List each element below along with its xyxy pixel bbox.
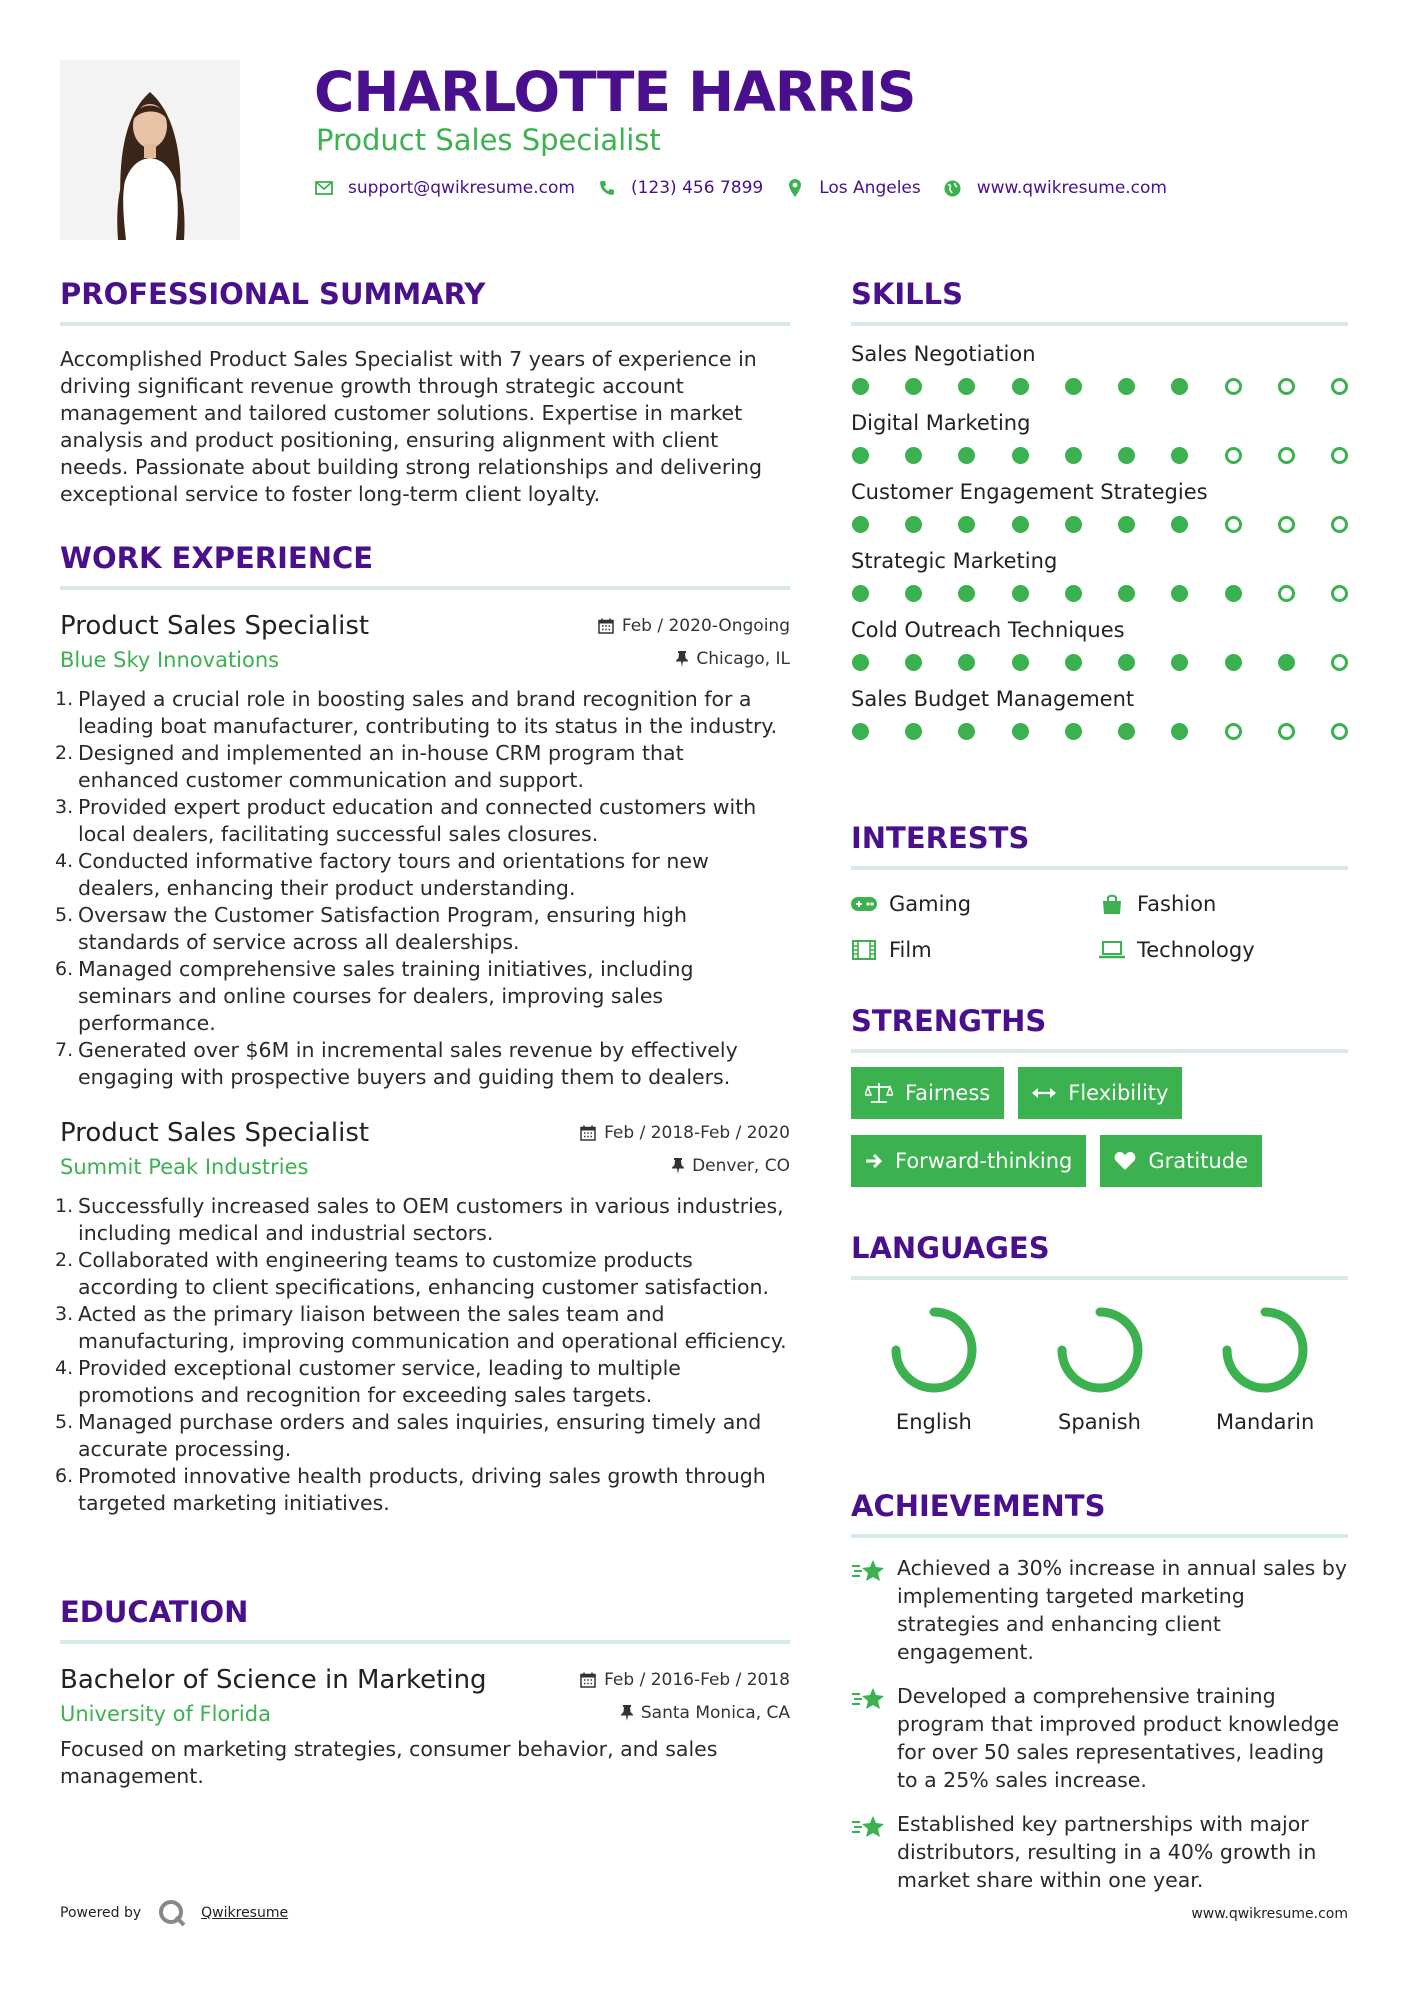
footer-powered-by: Powered by Qwikresume bbox=[60, 1898, 288, 1928]
strengths-section bbox=[851, 1003, 1348, 1187]
job-date: Feb / 2018-Feb / 2020 bbox=[580, 1123, 790, 1143]
rating-dot-filled bbox=[1118, 447, 1135, 464]
section-divider bbox=[851, 1049, 1348, 1053]
rating-dot-empty bbox=[1278, 585, 1295, 602]
language-level-arc bbox=[896, 1312, 972, 1388]
degree: Bachelor of Science in Marketing bbox=[60, 1665, 487, 1695]
rating-dot-empty bbox=[1331, 516, 1348, 533]
section-divider bbox=[851, 866, 1348, 870]
achievement-item: Established key partnerships with major distributors, resulting in a 40% growth in market share within one year. bbox=[851, 1810, 1348, 1894]
list-item: 2. Designed and implemented an in-house CRM program that enhanced customer communication and support. bbox=[55, 741, 684, 792]
language-level-ring bbox=[1219, 1304, 1311, 1396]
rating-dot-filled bbox=[1118, 723, 1135, 740]
rating-dot-filled bbox=[905, 585, 922, 602]
rating-dot-filled bbox=[1012, 585, 1029, 602]
contact-location bbox=[785, 178, 921, 198]
job-bullets bbox=[55, 686, 790, 1091]
rating-dot-filled bbox=[1065, 378, 1082, 395]
job-company: Summit Peak Industries bbox=[60, 1155, 309, 1179]
language-name: English bbox=[895, 1410, 972, 1434]
rating-dot-filled bbox=[852, 447, 869, 464]
map-pin-icon bbox=[785, 178, 805, 198]
rating-dot-empty bbox=[1225, 378, 1242, 395]
skill-rating bbox=[851, 723, 1348, 740]
calendar-icon bbox=[580, 1125, 596, 1141]
footer-url[interactable]: www.qwikresume.com bbox=[1191, 1906, 1348, 1922]
skill-item bbox=[851, 478, 1348, 533]
skill-item bbox=[851, 685, 1348, 740]
interest-fashion: Fashion bbox=[1099, 892, 1347, 916]
phone-icon bbox=[597, 178, 617, 198]
skill-item bbox=[851, 616, 1348, 671]
shooting-star-icon bbox=[851, 1682, 885, 1794]
list-item: 6. Promoted innovative health products, driving sales growth through targeted marketing initiatives. bbox=[55, 1464, 766, 1515]
list-item: 4. Conducted informative factory tours and orientations for new dealers, enhancing their product understanding. bbox=[55, 849, 709, 900]
rating-dot-empty bbox=[1278, 378, 1295, 395]
job-role: Product Sales Specialist bbox=[60, 611, 370, 641]
strength-badge: Flexibility bbox=[1018, 1067, 1182, 1119]
language-name: Mandarin bbox=[1216, 1410, 1315, 1434]
skill-item bbox=[851, 547, 1348, 602]
skill-name: Cold Outreach Techniques bbox=[851, 618, 1125, 642]
contact-email-text: support@qwikresume.com bbox=[348, 178, 575, 198]
section-divider bbox=[60, 586, 790, 590]
rating-dot-filled bbox=[905, 723, 922, 740]
interest-film: Film bbox=[851, 938, 1099, 962]
rating-dot-filled bbox=[1118, 516, 1135, 533]
education-section bbox=[60, 1594, 790, 1790]
achievement-item: Achieved a 30% increase in annual sales by implementing targeted marketing strategies and enhancing client engagement. bbox=[851, 1554, 1348, 1666]
skill-rating bbox=[851, 516, 1348, 533]
rating-dot-filled bbox=[958, 654, 975, 671]
language-name: Spanish bbox=[1058, 1410, 1141, 1434]
rating-dot-empty bbox=[1225, 723, 1242, 740]
rating-dot-filled bbox=[1171, 447, 1188, 464]
contact-phone[interactable] bbox=[597, 178, 763, 198]
rating-dot-filled bbox=[905, 378, 922, 395]
rating-dot-filled bbox=[1065, 447, 1082, 464]
section-divider bbox=[851, 1276, 1348, 1280]
rating-dot-filled bbox=[958, 585, 975, 602]
skill-name: Sales Negotiation bbox=[851, 342, 1036, 366]
rating-dot-filled bbox=[1012, 723, 1029, 740]
interest-technology: Technology bbox=[1099, 938, 1347, 962]
job-entry bbox=[55, 610, 790, 1091]
qwikresume-link[interactable]: Qwikresume bbox=[201, 1905, 289, 1921]
skill-rating bbox=[851, 378, 1348, 395]
education-location: Santa Monica, CA bbox=[621, 1703, 790, 1723]
achievement-item: Developed a comprehensive training program that improved product knowledge for over 50 sales representatives, leading to a 25% sales increase. bbox=[851, 1682, 1348, 1794]
shooting-star-icon bbox=[851, 1554, 885, 1666]
list-item: 7. Generated over $6M in incremental sales revenue by effectively engaging with prospective buyers and guiding them to dealers. bbox=[55, 1038, 738, 1089]
job-company: Blue Sky Innovations bbox=[60, 648, 280, 672]
rating-dot-filled bbox=[1171, 723, 1188, 740]
rating-dot-filled bbox=[1225, 585, 1242, 602]
calendar-icon bbox=[580, 1672, 596, 1688]
school: University of Florida bbox=[60, 1702, 271, 1726]
gamepad-icon bbox=[851, 893, 877, 915]
rating-dot-filled bbox=[1012, 447, 1029, 464]
rating-dot-filled bbox=[958, 447, 975, 464]
laptop-icon bbox=[1099, 939, 1125, 961]
education-heading: EDUCATION bbox=[60, 1595, 249, 1629]
list-item: 3. Acted as the primary liaison between the sales team and manufacturing, improving communication and operational efficiency. bbox=[55, 1302, 787, 1353]
rating-dot-empty bbox=[1331, 723, 1348, 740]
strength-badge: Forward-thinking bbox=[851, 1135, 1086, 1187]
candidate-name: CHARLOTTE HARRIS bbox=[314, 60, 916, 124]
rating-dot-empty bbox=[1331, 654, 1348, 671]
rating-dot-empty bbox=[1278, 447, 1295, 464]
skill-rating bbox=[851, 654, 1348, 671]
rating-dot-filled bbox=[958, 378, 975, 395]
section-divider bbox=[851, 322, 1348, 326]
language-level-ring bbox=[888, 1304, 980, 1396]
rating-dot-empty bbox=[1225, 516, 1242, 533]
strength-badge: Fairness bbox=[851, 1067, 1004, 1119]
achievements-section bbox=[851, 1488, 1348, 1894]
list-item: 5. Oversaw the Customer Satisfaction Program, ensuring high standards of service across all dealerships. bbox=[55, 903, 688, 954]
job-bullets bbox=[55, 1193, 790, 1517]
skills-list bbox=[851, 340, 1348, 740]
languages-list bbox=[851, 1304, 1348, 1434]
rating-dot-filled bbox=[1065, 585, 1082, 602]
summary-section bbox=[60, 276, 790, 508]
language-level-ring bbox=[1054, 1304, 1146, 1396]
list-item: 6. Managed comprehensive sales training initiatives, including seminars and online courses for dealers, improving sales performance. bbox=[55, 957, 694, 1035]
rating-dot-filled bbox=[905, 516, 922, 533]
rating-dot-filled bbox=[1225, 654, 1242, 671]
skills-section bbox=[851, 276, 1348, 740]
job-entry bbox=[55, 1117, 790, 1517]
interests-heading: INTERESTS bbox=[851, 821, 1030, 855]
job-date: Feb / 2020-Ongoing bbox=[598, 616, 790, 636]
rating-dot-empty bbox=[1331, 378, 1348, 395]
pushpin-icon bbox=[676, 651, 688, 667]
rating-dot-filled bbox=[852, 585, 869, 602]
summary-heading: PROFESSIONAL SUMMARY bbox=[60, 277, 486, 311]
rating-dot-filled bbox=[852, 378, 869, 395]
contact-website[interactable] bbox=[943, 178, 1167, 198]
experience-heading: WORK EXPERIENCE bbox=[60, 541, 374, 575]
contact-bar bbox=[314, 178, 1189, 198]
language-item bbox=[851, 1304, 1017, 1434]
qwikresume-logo-icon bbox=[157, 1898, 187, 1928]
globe-icon bbox=[943, 178, 963, 198]
experience-section bbox=[55, 540, 790, 1517]
skill-item bbox=[851, 340, 1348, 395]
rating-dot-filled bbox=[1012, 378, 1029, 395]
skill-item bbox=[851, 409, 1348, 464]
rating-dot-empty bbox=[1331, 447, 1348, 464]
arrows-horizontal-icon bbox=[1032, 1087, 1056, 1099]
rating-dot-filled bbox=[1065, 516, 1082, 533]
shooting-star-icon bbox=[851, 1810, 885, 1894]
rating-dot-empty bbox=[1278, 723, 1295, 740]
rating-dot-filled bbox=[1171, 654, 1188, 671]
profile-photo bbox=[60, 60, 240, 240]
section-divider bbox=[851, 1534, 1348, 1538]
list-item: 1. Successfully increased sales to OEM customers in various industries, including medical and industrial sectors. bbox=[55, 1194, 784, 1245]
job-location: Denver, CO bbox=[672, 1156, 790, 1176]
film-icon bbox=[851, 939, 877, 961]
rating-dot-filled bbox=[958, 723, 975, 740]
calendar-icon bbox=[598, 618, 614, 634]
education-date: Feb / 2016-Feb / 2018 bbox=[580, 1670, 790, 1690]
list-item: 4. Provided exceptional customer service, leading to multiple promotions and recognition for exceeding sales targets. bbox=[55, 1356, 681, 1407]
skills-heading: SKILLS bbox=[851, 277, 963, 311]
rating-dot-filled bbox=[1118, 654, 1135, 671]
envelope-icon bbox=[314, 178, 334, 198]
rating-dot-filled bbox=[1171, 516, 1188, 533]
contact-location-text: Los Angeles bbox=[819, 178, 921, 198]
rating-dot-filled bbox=[1012, 654, 1029, 671]
candidate-title: Product Sales Specialist bbox=[316, 123, 661, 157]
skill-name: Strategic Marketing bbox=[851, 549, 1058, 573]
contact-phone-text: (123) 456 7899 bbox=[630, 178, 764, 198]
languages-section bbox=[851, 1230, 1348, 1434]
rating-dot-filled bbox=[958, 516, 975, 533]
rating-dot-filled bbox=[905, 447, 922, 464]
summary-text: Accomplished Product Sales Specialist with 7 years of experience in driving significant revenue growth through strategic account management and tailored customer solutions. Expertise in market analysis and product positioning, ensuring alignment with client needs. Passionate about building strong relationships and delivering exceptional service to foster long-term client loyalty. bbox=[60, 347, 762, 506]
list-item: 1. Played a crucial role in boosting sales and brand recognition for a leading boat manufacturer, contributing to its status in the industry. bbox=[55, 687, 778, 738]
rating-dot-filled bbox=[852, 723, 869, 740]
section-divider bbox=[60, 1640, 790, 1644]
rating-dot-filled bbox=[1012, 516, 1029, 533]
skill-rating bbox=[851, 585, 1348, 602]
shopping-bag-icon bbox=[1099, 893, 1125, 915]
language-level-arc bbox=[1062, 1312, 1138, 1388]
heart-icon bbox=[1114, 1151, 1136, 1171]
rating-dot-filled bbox=[852, 516, 869, 533]
contact-website-text: www.qwikresume.com bbox=[976, 178, 1167, 198]
skill-rating bbox=[851, 447, 1348, 464]
skill-name: Sales Budget Management bbox=[851, 687, 1135, 711]
rating-dot-filled bbox=[1065, 654, 1082, 671]
education-text: Focused on marketing strategies, consumer behavior, and sales management. bbox=[60, 1737, 718, 1788]
job-role: Product Sales Specialist bbox=[60, 1118, 370, 1148]
list-item: 2. Collaborated with engineering teams to customize products according to client specifications, enhancing customer satisfaction. bbox=[55, 1248, 770, 1299]
languages-heading: LANGUAGES bbox=[851, 1231, 1050, 1265]
language-item bbox=[1017, 1304, 1183, 1434]
rating-dot-filled bbox=[852, 654, 869, 671]
rating-dot-empty bbox=[1278, 516, 1295, 533]
rating-dot-filled bbox=[1171, 585, 1188, 602]
achievements-heading: ACHIEVEMENTS bbox=[851, 1489, 1106, 1523]
arrow-right-icon bbox=[865, 1152, 883, 1170]
contact-email[interactable] bbox=[314, 178, 575, 198]
section-divider bbox=[60, 322, 790, 326]
rating-dot-filled bbox=[1171, 378, 1188, 395]
rating-dot-filled bbox=[905, 654, 922, 671]
rating-dot-empty bbox=[1225, 447, 1242, 464]
rating-dot-filled bbox=[1118, 378, 1135, 395]
list-item: 3. Provided expert product education and connected customers with local dealers, facilitating successful sales closures. bbox=[55, 795, 757, 846]
interest-gaming: Gaming bbox=[851, 892, 1099, 916]
balance-scale-icon bbox=[865, 1082, 893, 1104]
interests-section bbox=[851, 820, 1348, 962]
rating-dot-filled bbox=[1065, 723, 1082, 740]
list-item: 5. Managed purchase orders and sales inquiries, ensuring timely and accurate processing. bbox=[55, 1410, 762, 1461]
skill-name: Customer Engagement Strategies bbox=[851, 480, 1208, 504]
pushpin-icon bbox=[621, 1705, 633, 1721]
pushpin-icon bbox=[672, 1158, 684, 1174]
strengths-heading: STRENGTHS bbox=[851, 1004, 1047, 1038]
language-item bbox=[1182, 1304, 1348, 1434]
rating-dot-filled bbox=[1278, 654, 1295, 671]
rating-dot-empty bbox=[1331, 585, 1348, 602]
rating-dot-filled bbox=[1118, 585, 1135, 602]
language-level-arc bbox=[1227, 1312, 1303, 1388]
skill-name: Digital Marketing bbox=[851, 411, 1031, 435]
job-location: Chicago, IL bbox=[676, 649, 790, 669]
strength-badge: Gratitude bbox=[1100, 1135, 1262, 1187]
